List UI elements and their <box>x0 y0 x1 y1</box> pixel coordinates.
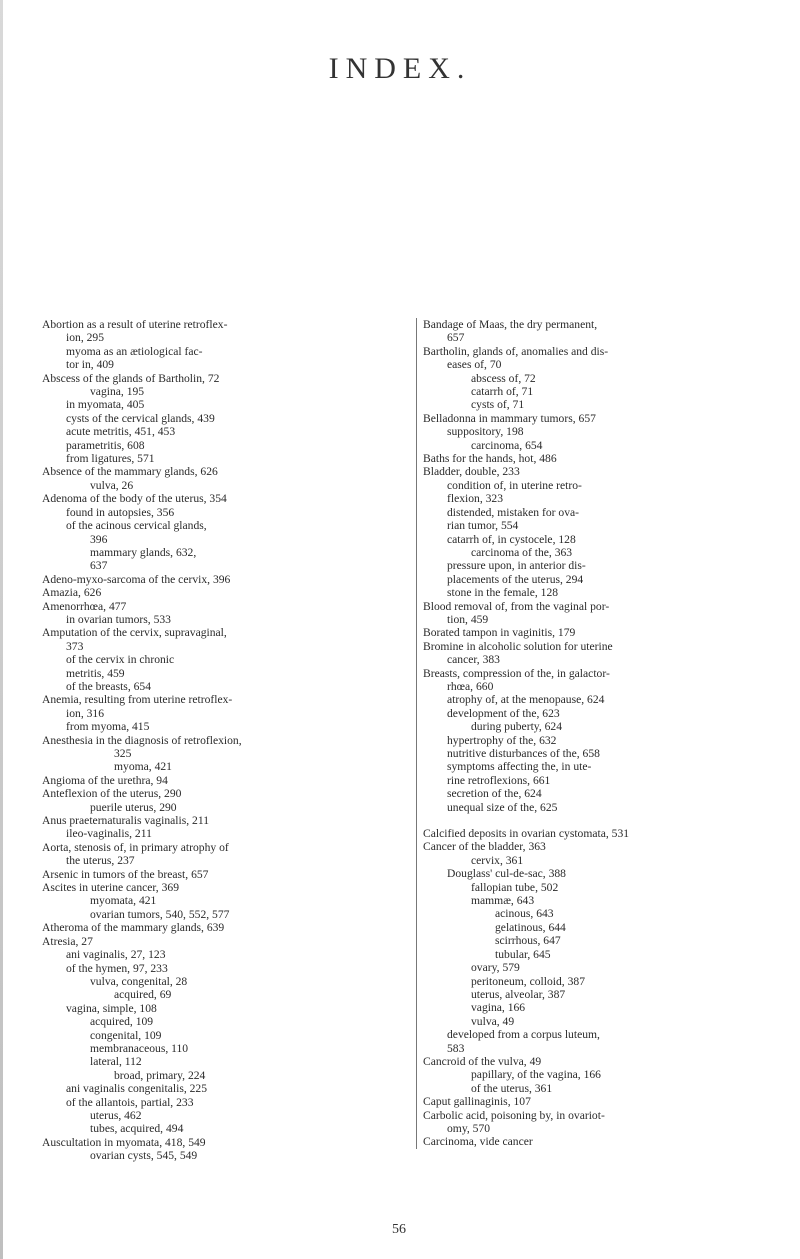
index-entry: Belladonna in mammary tumors, 657 <box>423 411 596 425</box>
index-entry: tor in, 409 <box>66 358 114 372</box>
index-entry: developed from a corpus luteum, <box>447 1028 600 1042</box>
index-entry: suppository, 198 <box>447 425 524 439</box>
index-entry: ovary, 579 <box>471 961 520 975</box>
index-entry: 373 <box>66 639 84 653</box>
index-entry: Borated tampon in vaginitis, 179 <box>423 626 576 640</box>
index-entry: of the uterus, 361 <box>471 1081 553 1095</box>
index-entry: from ligatures, 571 <box>66 452 155 466</box>
index-entry: peritoneum, colloid, 387 <box>471 974 585 988</box>
index-entry: acinous, 643 <box>495 907 554 921</box>
index-entry: carcinoma of the, 363 <box>471 545 573 559</box>
index-entry: metritis, 459 <box>66 666 125 680</box>
index-entry: of the cervix in chronic <box>66 653 175 667</box>
index-entry: Caput gallinaginis, 107 <box>423 1095 531 1109</box>
index-entry: Anemia, resulting from uterine retroflex- <box>42 693 233 707</box>
index-entry: rine retroflexions, 661 <box>447 773 551 787</box>
index-entry: Amputation of the cervix, supravaginal, <box>42 626 227 640</box>
index-entry: Absence of the mammary glands, 626 <box>42 465 218 479</box>
index-entry: Ascites in uterine cancer, 369 <box>42 881 179 895</box>
index-entry: Aorta, stenosis of, in primary atrophy of <box>42 840 229 854</box>
index-entry: 657 <box>447 331 465 345</box>
index-entry: pressure upon, in anterior dis- <box>447 559 586 573</box>
index-entry: cysts of, 71 <box>471 398 525 412</box>
index-entry: omy, 570 <box>447 1121 491 1135</box>
index-entry: vagina, simple, 108 <box>66 1001 157 1015</box>
index-entry: scirrhous, 647 <box>495 934 561 948</box>
index-entry: from myoma, 415 <box>66 720 150 734</box>
index-entry: tubular, 645 <box>495 947 551 961</box>
index-entry: vagina, 166 <box>471 1001 526 1015</box>
index-entry: Atheroma of the mammary glands, 639 <box>42 921 225 935</box>
index-entry: cysts of the cervical glands, 439 <box>66 411 215 425</box>
index-entry: Bandage of Maas, the dry permanent, <box>423 318 598 331</box>
index-entry: atrophy of, at the menopause, 624 <box>447 693 605 707</box>
right-index-column <box>416 318 795 1149</box>
index-entry: ion, 295 <box>66 331 105 345</box>
page-title: INDEX. <box>328 52 472 85</box>
index-entry: cancer, 383 <box>447 653 500 667</box>
index-entry: ani vaginalis, 27, 123 <box>66 948 166 962</box>
index-entry: rian tumor, 554 <box>447 519 519 533</box>
index-entry: Blood removal of, from the vaginal por- <box>423 599 610 613</box>
index-entry: placements of the uterus, 294 <box>447 572 584 586</box>
index-entry: acquired, 109 <box>90 1015 154 1029</box>
index-entry: myomata, 421 <box>90 894 157 908</box>
index-entry: 583 <box>447 1041 465 1055</box>
index-entry: Adenoma of the body of the uterus, 354 <box>42 492 227 506</box>
index-entry: broad, primary, 224 <box>114 1068 206 1082</box>
index-entry: 637 <box>90 559 108 573</box>
left-index-column <box>42 318 402 1163</box>
index-entry: tion, 459 <box>447 612 489 626</box>
index-entry: ovarian cysts, 545, 549 <box>90 1149 198 1163</box>
index-entry: of the allantois, partial, 233 <box>66 1095 194 1109</box>
index-entry: Breasts, compression of the, in galactor- <box>423 666 610 680</box>
scan-edge <box>0 0 3 1259</box>
index-entry: carcinoma, 654 <box>471 438 543 452</box>
index-entry: secretion of the, 624 <box>447 787 542 801</box>
index-entry: condition of, in uterine retro- <box>447 478 582 492</box>
index-entry: the uterus, 237 <box>66 854 135 868</box>
index-entry: Arsenic in tumors of the breast, 657 <box>42 867 209 881</box>
index-entry: during puberty, 624 <box>471 720 563 734</box>
index-entry: gelatinous, 644 <box>495 920 566 934</box>
index-entry: eases of, 70 <box>447 358 502 372</box>
index-entry: 396 <box>90 532 108 546</box>
index-entry: Anesthesia in the diagnosis of retroflexion, <box>42 733 242 747</box>
index-entry: nutritive disturbances of the, 658 <box>447 747 600 760</box>
index-entry: Anteflexion of the uterus, 290 <box>42 787 182 801</box>
index-entry: catarrh of, in cystocele, 128 <box>447 532 576 546</box>
index-entry: flexion, 323 <box>447 492 504 506</box>
index-entry: Bladder, double, 233 <box>423 465 520 479</box>
index-entry: rhœa, 660 <box>447 679 494 693</box>
index-entry: Abortion as a result of uterine retroflex- <box>42 318 228 331</box>
index-entry: Calcified deposits in ovarian cystomata, 531 <box>423 827 630 841</box>
index-entry: vagina, 195 <box>90 385 145 399</box>
index-entry: development of the, 623 <box>447 706 560 720</box>
index-entry: myoma, 421 <box>114 760 172 774</box>
index-entry: papillary, of the vagina, 166 <box>471 1068 601 1082</box>
index-entry: unequal size of the, 625 <box>447 800 558 814</box>
index-entry: found in autopsies, 356 <box>66 505 175 519</box>
index-entry: Abscess of the glands of Bartholin, 72 <box>42 371 220 385</box>
index-entry: parametritis, 608 <box>66 438 145 452</box>
index-entry: Douglass' cul-de-sac, 388 <box>447 867 566 881</box>
index-gap <box>417 814 795 827</box>
index-entry: Auscultation in myomata, 418, 549 <box>42 1135 206 1149</box>
index-entry: of the acinous cervical glands, <box>66 519 207 533</box>
index-entry: in ovarian tumors, 533 <box>66 612 171 626</box>
index-entry: vulva, 49 <box>471 1014 515 1028</box>
index-entry: abscess of, 72 <box>471 371 536 385</box>
index-entry: uterus, alveolar, 387 <box>471 987 566 1001</box>
index-entry: hypertrophy of the, 632 <box>447 733 557 747</box>
index-entry: Amazia, 626 <box>42 586 102 600</box>
index-entry: of the breasts, 654 <box>66 679 152 693</box>
index-entry: lateral, 112 <box>90 1055 142 1069</box>
index-entry: Angioma of the urethra, 94 <box>42 773 168 787</box>
index-entry: ileo-vaginalis, 211 <box>66 827 152 841</box>
index-entry: ani vaginalis congenitalis, 225 <box>66 1082 208 1096</box>
index-entry: Atresia, 27 <box>42 934 93 948</box>
index-entry: tubes, acquired, 494 <box>90 1122 184 1136</box>
index-entry: 325 <box>114 747 132 760</box>
index-entry: ovarian tumors, 540, 552, 577 <box>90 907 230 921</box>
index-entry: acute metritis, 451, 453 <box>66 425 176 439</box>
index-entry: Baths for the hands, hot, 486 <box>423 452 557 466</box>
page-number: 56 <box>392 1222 406 1237</box>
index-entry: Carbolic acid, poisoning by, in ovariot- <box>423 1108 605 1122</box>
index-entry: Amenorrhœa, 477 <box>42 599 127 613</box>
index-entry: Anus praeternaturalis vaginalis, 211 <box>42 814 209 828</box>
index-entry: mammæ, 643 <box>471 894 535 908</box>
index-entry: catarrh of, 71 <box>471 385 534 399</box>
index-entry: myoma as an ætiological fac- <box>66 344 203 358</box>
index-entry: vulva, 26 <box>90 478 134 492</box>
index-entry: Bromine in alcoholic solution for uterine <box>423 639 613 653</box>
index-entry: distended, mistaken for ova- <box>447 505 580 519</box>
index-entry: of the hymen, 97, 233 <box>66 961 168 975</box>
index-entry: Cancer of the bladder, 363 <box>423 840 546 854</box>
index-entry: congenital, 109 <box>90 1028 162 1042</box>
index-entry: Cancroid of the vulva, 49 <box>423 1054 542 1068</box>
index-entry: puerile uterus, 290 <box>90 800 177 814</box>
index-entry: symptoms affecting the, in ute- <box>447 760 592 774</box>
index-entry: vulva, congenital, 28 <box>90 974 188 988</box>
index-entry: stone in the female, 128 <box>447 586 559 600</box>
index-entry: mammary glands, 632, <box>90 545 197 559</box>
index-entry: membranaceous, 110 <box>90 1041 189 1055</box>
index-entry: Bartholin, glands of, anomalies and dis- <box>423 344 609 358</box>
index-entry: fallopian tube, 502 <box>471 880 559 894</box>
index-entry: acquired, 69 <box>114 988 172 1002</box>
index-entry: Carcinoma, vide cancer <box>423 1135 533 1149</box>
index-entry: cervix, 361 <box>471 853 524 867</box>
index-entry: ion, 316 <box>66 706 105 720</box>
index-entry: Adeno-myxo-sarcoma of the cervix, 396 <box>42 572 231 586</box>
index-entry: in myomata, 405 <box>66 398 145 412</box>
index-entry: uterus, 462 <box>90 1108 142 1122</box>
